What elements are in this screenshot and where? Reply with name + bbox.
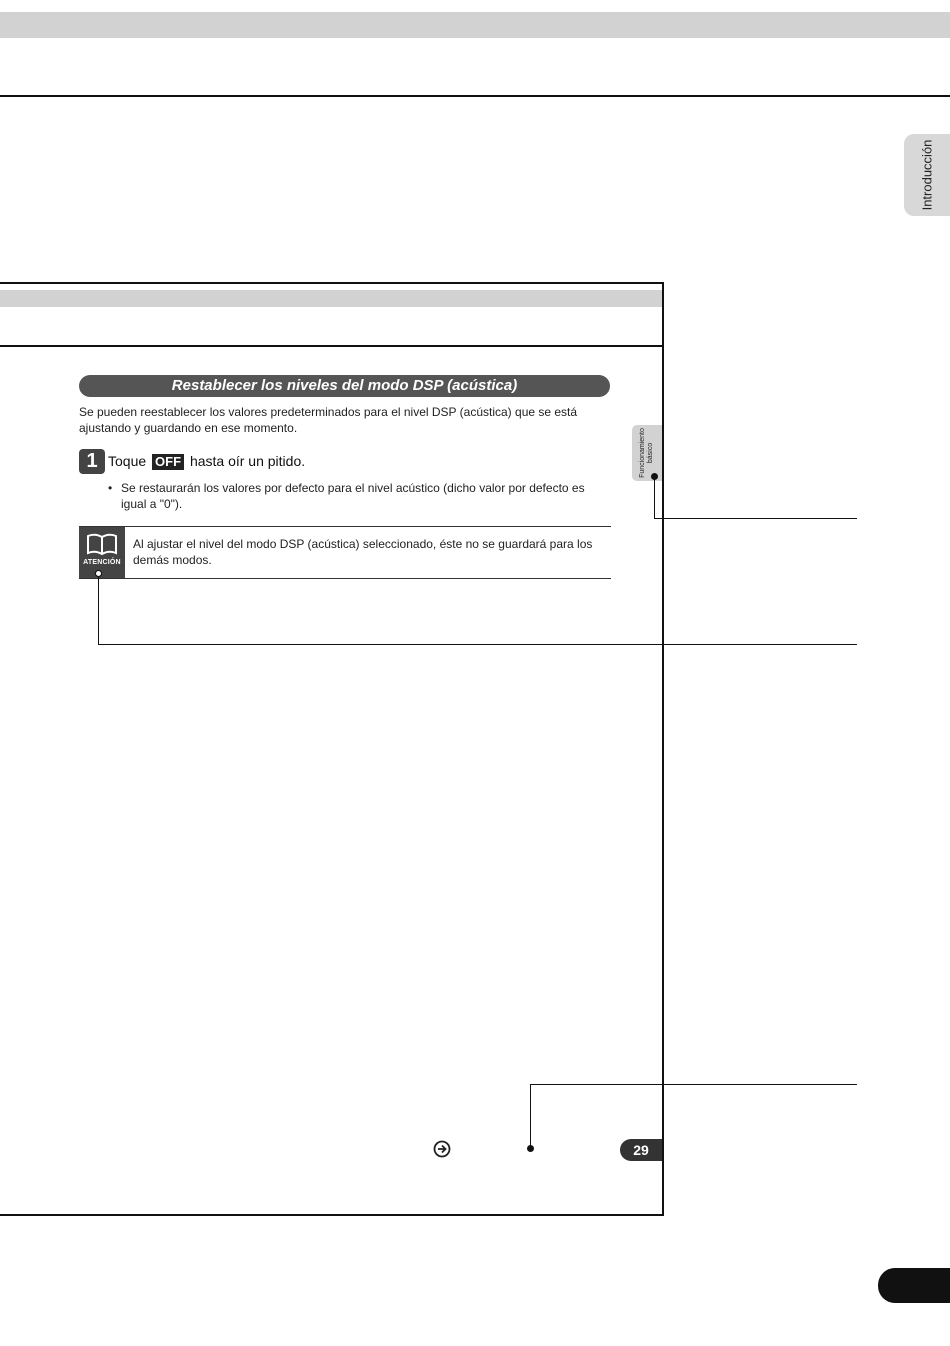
callout-line-note-h bbox=[98, 644, 857, 645]
chapter-tab-line1: Funcionamiento bbox=[639, 428, 646, 478]
bullet-text: Se restaurarán los valores por defecto para el nivel acústico (dicho valor por defecto es igual a "0"). bbox=[121, 481, 585, 511]
note-label: ATENCIÓN bbox=[83, 559, 121, 566]
callout-dot-continue bbox=[527, 1145, 534, 1152]
callout-line-continue-v bbox=[530, 1084, 531, 1146]
bullet-marker: • bbox=[108, 481, 113, 495]
step-suffix: hasta oír un pitido. bbox=[189, 453, 306, 469]
corner-page-tab bbox=[878, 1268, 950, 1303]
frame-top-border bbox=[0, 282, 664, 284]
sample-header-band bbox=[0, 290, 662, 307]
callout-ring-note bbox=[95, 570, 102, 577]
chapter-tab-label bbox=[639, 428, 655, 478]
step-prefix: Toque bbox=[108, 453, 147, 469]
intro-paragraph: Se pueden reestablecer los valores predeterminados para el nivel DSP (acústica) que se está ajustando y guardando en ese momento. bbox=[79, 405, 578, 435]
step-instruction bbox=[108, 453, 305, 470]
sample-header-rule bbox=[0, 345, 662, 347]
off-button-key: OFF bbox=[152, 454, 184, 470]
side-tab-introduccion[interactable] bbox=[904, 134, 950, 216]
step-number-badge: 1 bbox=[79, 449, 105, 474]
note-text: Al ajustar el nivel del modo DSP (acústica) seleccionado, éste no se guardará para los demás modos. bbox=[133, 537, 593, 567]
section-title: Restablecer los niveles del modo DSP (acústica) bbox=[79, 375, 610, 397]
page-number: 29 bbox=[620, 1139, 662, 1161]
chapter-tab bbox=[632, 425, 662, 481]
bullet-item bbox=[108, 480, 613, 512]
side-tab-label: Introducción bbox=[919, 139, 935, 211]
frame-bottom-border bbox=[0, 1214, 664, 1216]
callout-line-continue-h bbox=[530, 1084, 857, 1085]
header-band bbox=[0, 12, 950, 38]
callout-line-note-v bbox=[98, 577, 99, 644]
note-bottom-rule bbox=[79, 578, 611, 579]
note-top-rule bbox=[79, 526, 611, 527]
book-icon bbox=[85, 533, 119, 557]
frame-right-border bbox=[662, 282, 664, 1216]
note-icon-box bbox=[79, 527, 125, 578]
callout-line-chapter-tab-h bbox=[654, 518, 857, 519]
callout-line-chapter-tab-v bbox=[654, 477, 655, 519]
arrow-right-circle-icon bbox=[433, 1140, 451, 1158]
header-rule bbox=[0, 95, 950, 97]
chapter-tab-line2: básico bbox=[647, 442, 654, 464]
